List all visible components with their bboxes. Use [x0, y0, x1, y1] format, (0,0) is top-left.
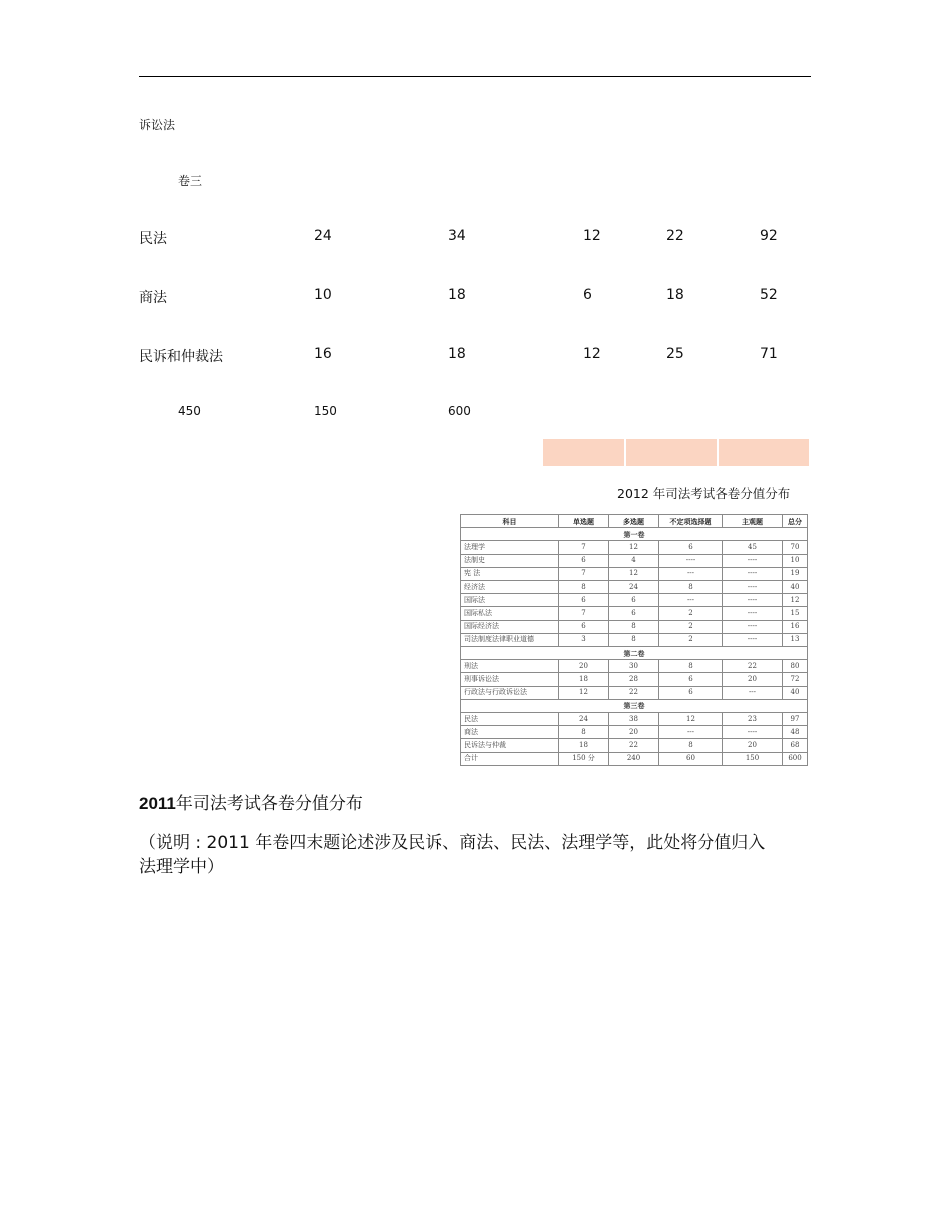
row-value: 24 — [314, 228, 332, 244]
table-cell: ---- — [723, 607, 783, 620]
row-value: 12 — [583, 346, 601, 362]
highlight-cell — [543, 439, 624, 466]
table-cell: 8 — [609, 620, 659, 633]
total-value: 150 — [314, 404, 337, 418]
table-cell: 法制史 — [461, 554, 559, 567]
table-cell: ---- — [723, 594, 783, 607]
table-cell: 8 — [659, 581, 723, 594]
row-value: 10 — [314, 287, 332, 303]
table-header-cell: 不定项选择题 — [659, 515, 723, 528]
table-cell: 68 — [783, 739, 808, 752]
table-cell: 12 — [609, 541, 659, 554]
table-row — [461, 607, 808, 620]
table-cell: 97 — [783, 713, 808, 726]
table-cell: 商法 — [461, 726, 559, 739]
subject-label: 诉讼法 — [139, 118, 176, 132]
table-cell: 国际私法 — [461, 607, 559, 620]
table-cell: 司法制度法律职业道德 — [461, 633, 559, 646]
table-cell: 2 — [659, 620, 723, 633]
table-cell: 150 分 — [559, 752, 609, 765]
table-cell: 19 — [783, 567, 808, 580]
table-cell: 20 — [723, 673, 783, 686]
table-cell: ---- — [723, 567, 783, 580]
table-cell: 6 — [559, 620, 609, 633]
table-cell: 20 — [609, 726, 659, 739]
table-cell: 8 — [659, 739, 723, 752]
row-value: 34 — [448, 228, 466, 244]
row-subject: 商法 — [139, 290, 167, 306]
heading-2011 — [139, 789, 363, 814]
table-cell: --- — [723, 686, 783, 699]
table-cell: ---- — [659, 554, 723, 567]
table-cell: --- — [659, 567, 723, 580]
table-cell: 刑法 — [461, 660, 559, 673]
highlight-cell — [719, 439, 809, 466]
table-cell: 国际经济法 — [461, 620, 559, 633]
table-cell: 7 — [559, 607, 609, 620]
table-cell: 10 — [783, 554, 808, 567]
table-row — [461, 739, 808, 752]
table-header-cell: 多选题 — [609, 515, 659, 528]
table-section-row — [461, 647, 808, 660]
table-caption-2012: 2012 年司法考试各卷分值分布 — [617, 486, 791, 501]
table-cell: 40 — [783, 581, 808, 594]
table-cell: 法理学 — [461, 541, 559, 554]
highlight-cell — [626, 439, 717, 466]
table-row — [461, 620, 808, 633]
table-cell: 20 — [559, 660, 609, 673]
table-cell: 7 — [559, 541, 609, 554]
table-cell: 6 — [659, 541, 723, 554]
row-subject: 民诉和仲裁法 — [139, 349, 223, 365]
table-row — [461, 660, 808, 673]
table-cell: 6 — [659, 686, 723, 699]
row-value: 12 — [583, 228, 601, 244]
table-row — [461, 633, 808, 646]
heading-year: 2011 — [139, 794, 176, 813]
table-cell: 80 — [783, 660, 808, 673]
table-cell: ---- — [723, 581, 783, 594]
table-cell: 70 — [783, 541, 808, 554]
table-header-cell: 单选题 — [559, 515, 609, 528]
table-cell: 18 — [559, 739, 609, 752]
table-cell: 16 — [783, 620, 808, 633]
table-header-cell: 总分 — [783, 515, 808, 528]
table-cell: 8 — [559, 581, 609, 594]
table-row — [461, 686, 808, 699]
table-cell: 30 — [609, 660, 659, 673]
row-value: 6 — [583, 287, 592, 303]
table-cell: 600 — [783, 752, 808, 765]
row-value: 18 — [448, 346, 466, 362]
table-cell: 6 — [609, 607, 659, 620]
table-cell: 13 — [783, 633, 808, 646]
table-cell: 6 — [559, 554, 609, 567]
table-cell: 60 — [659, 752, 723, 765]
table-cell: 45 — [723, 541, 783, 554]
table-cell: 18 — [559, 673, 609, 686]
table-row — [461, 594, 808, 607]
table-cell: 12 — [609, 567, 659, 580]
paper-label: 卷三 — [178, 174, 203, 188]
table-cell: 22 — [609, 686, 659, 699]
table-cell: 72 — [783, 673, 808, 686]
table-cell: ---- — [723, 554, 783, 567]
table-row — [461, 554, 808, 567]
table-section-title: 第二卷 — [461, 647, 808, 660]
table-header-cell: 主观题 — [723, 515, 783, 528]
table-cell: 40 — [783, 686, 808, 699]
table-cell: 8 — [609, 633, 659, 646]
table-cell: 22 — [723, 660, 783, 673]
table-cell: 20 — [723, 739, 783, 752]
table-cell: 150 — [723, 752, 783, 765]
table-cell: 24 — [559, 713, 609, 726]
table-cell: 6 — [659, 673, 723, 686]
table-cell: 22 — [609, 739, 659, 752]
table-cell: 2 — [659, 607, 723, 620]
table-cell: 12 — [783, 594, 808, 607]
table-cell: 经济法 — [461, 581, 559, 594]
table-cell: ---- — [723, 633, 783, 646]
table-cell: ---- — [723, 726, 783, 739]
row-value: 22 — [666, 228, 684, 244]
table-header-cell: 科目 — [461, 515, 559, 528]
table-cell: 7 — [559, 567, 609, 580]
heading-text: 年司法考试各卷分值分布 — [175, 794, 363, 814]
table-cell: 8 — [659, 660, 723, 673]
row-value: 92 — [760, 228, 778, 244]
table-cell: 宪 法 — [461, 567, 559, 580]
table-cell: 240 — [609, 752, 659, 765]
table-cell: 28 — [609, 673, 659, 686]
row-value: 25 — [666, 346, 684, 362]
table-cell: 民法 — [461, 713, 559, 726]
table-cell: 刑事诉讼法 — [461, 673, 559, 686]
row-value: 52 — [760, 287, 778, 303]
row-value: 71 — [760, 346, 778, 362]
score-distribution-table — [460, 514, 808, 766]
table-cell: 8 — [559, 726, 609, 739]
table-cell: 23 — [723, 713, 783, 726]
table-cell: 48 — [783, 726, 808, 739]
table-row — [461, 726, 808, 739]
table-header-row — [461, 515, 808, 528]
table-row — [461, 541, 808, 554]
row-value: 18 — [448, 287, 466, 303]
table-cell: 4 — [609, 554, 659, 567]
table-row — [461, 713, 808, 726]
table-cell: 合计 — [461, 752, 559, 765]
table-section-title: 第三卷 — [461, 699, 808, 712]
row-subject: 民法 — [139, 231, 167, 247]
explanation-note: （说明 : 2011 年卷四末题论述涉及民诉、商法、民法、法理学等，此处将分值归入法理学中） — [139, 833, 766, 877]
table-row — [461, 567, 808, 580]
table-cell: 国际法 — [461, 594, 559, 607]
table-cell: 6 — [559, 594, 609, 607]
table-cell: 38 — [609, 713, 659, 726]
table-cell: 3 — [559, 633, 609, 646]
table-cell: 24 — [609, 581, 659, 594]
table-cell: 15 — [783, 607, 808, 620]
table-row — [461, 581, 808, 594]
row-value: 18 — [666, 287, 684, 303]
table-cell: 6 — [609, 594, 659, 607]
table-row — [461, 752, 808, 765]
table-section-title: 第一卷 — [461, 528, 808, 541]
table-cell: 12 — [659, 713, 723, 726]
table-cell: ---- — [723, 620, 783, 633]
table-cell: --- — [659, 594, 723, 607]
row-value: 16 — [314, 346, 332, 362]
table-section-row — [461, 528, 808, 541]
table-row — [461, 673, 808, 686]
total-value: 450 — [178, 404, 201, 418]
total-value: 600 — [448, 404, 471, 418]
table-cell: 12 — [559, 686, 609, 699]
table-cell: --- — [659, 726, 723, 739]
top-rule — [139, 76, 811, 77]
table-cell: 行政法与行政诉讼法 — [461, 686, 559, 699]
table-cell: 民诉法与仲裁 — [461, 739, 559, 752]
table-section-row — [461, 699, 808, 712]
table-cell: 2 — [659, 633, 723, 646]
